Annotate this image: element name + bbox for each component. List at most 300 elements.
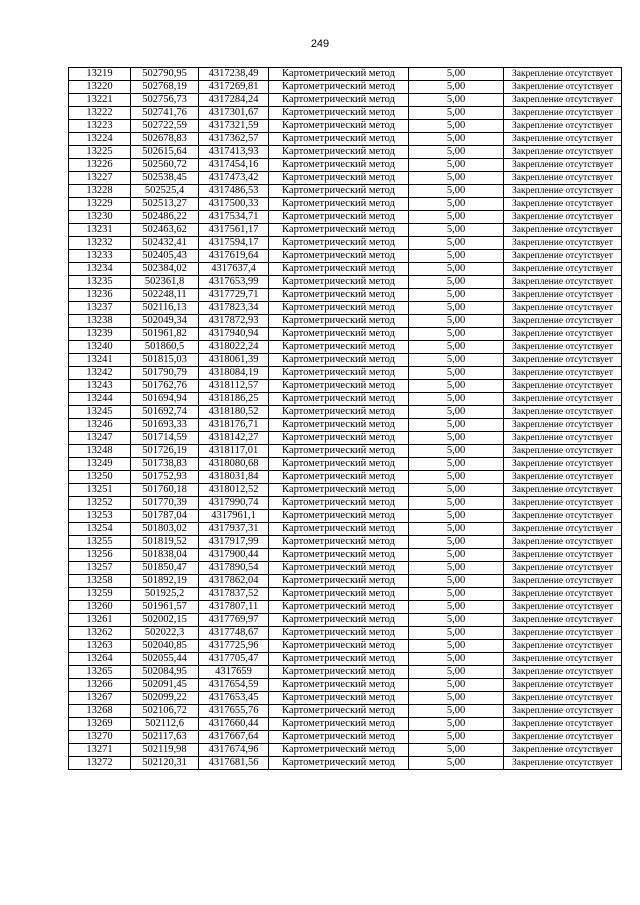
table-row	[69, 731, 622, 744]
table-row	[69, 198, 622, 211]
method-cell: Картометрический метод	[269, 198, 409, 211]
point-number-cell: 13222	[69, 107, 131, 120]
x-coordinate-cell: 501752,93	[131, 471, 199, 484]
point-number-cell: 13242	[69, 367, 131, 380]
fixing-status-cell: Закрепление отсутствует	[504, 536, 622, 549]
x-coordinate-cell: 502560,72	[131, 159, 199, 172]
table-row	[69, 120, 622, 133]
method-cell: Картометрический метод	[269, 744, 409, 757]
method-cell: Картометрический метод	[269, 445, 409, 458]
method-cell: Картометрический метод	[269, 549, 409, 562]
method-cell: Картометрический метод	[269, 692, 409, 705]
accuracy-cell: 5,00	[409, 263, 504, 276]
accuracy-cell: 5,00	[409, 510, 504, 523]
point-number-cell: 13271	[69, 744, 131, 757]
fixing-status-cell: Закрепление отсутствует	[504, 627, 622, 640]
point-number-cell: 13235	[69, 276, 131, 289]
y-coordinate-cell: 4317872,93	[199, 315, 269, 328]
point-number-cell: 13223	[69, 120, 131, 133]
x-coordinate-cell: 501760,18	[131, 484, 199, 497]
point-number-cell: 13260	[69, 601, 131, 614]
y-coordinate-cell: 4317238,49	[199, 68, 269, 81]
fixing-status-cell: Закрепление отсутствует	[504, 185, 622, 198]
accuracy-cell: 5,00	[409, 419, 504, 432]
x-coordinate-cell: 502040,85	[131, 640, 199, 653]
y-coordinate-cell: 4318061,39	[199, 354, 269, 367]
point-number-cell: 13259	[69, 588, 131, 601]
fixing-status-cell: Закрепление отсутствует	[504, 341, 622, 354]
x-coordinate-cell: 501693,33	[131, 419, 199, 432]
point-number-cell: 13227	[69, 172, 131, 185]
table-row	[69, 380, 622, 393]
x-coordinate-cell: 502022,3	[131, 627, 199, 640]
method-cell: Картометрический метод	[269, 718, 409, 731]
point-number-cell: 13247	[69, 432, 131, 445]
accuracy-cell: 5,00	[409, 601, 504, 614]
fixing-status-cell: Закрепление отсутствует	[504, 679, 622, 692]
fixing-status-cell: Закрепление отсутствует	[504, 718, 622, 731]
y-coordinate-cell: 4318022,24	[199, 341, 269, 354]
accuracy-cell: 5,00	[409, 445, 504, 458]
accuracy-cell: 5,00	[409, 302, 504, 315]
x-coordinate-cell: 502790,95	[131, 68, 199, 81]
method-cell: Картометрический метод	[269, 536, 409, 549]
fixing-status-cell: Закрепление отсутствует	[504, 601, 622, 614]
point-number-cell: 13249	[69, 458, 131, 471]
method-cell: Картометрический метод	[269, 185, 409, 198]
point-number-cell: 13254	[69, 523, 131, 536]
accuracy-cell: 5,00	[409, 471, 504, 484]
table-row	[69, 640, 622, 653]
point-number-cell: 13265	[69, 666, 131, 679]
fixing-status-cell: Закрепление отсутствует	[504, 237, 622, 250]
method-cell: Картометрический метод	[269, 302, 409, 315]
fixing-status-cell: Закрепление отсутствует	[504, 692, 622, 705]
accuracy-cell: 5,00	[409, 627, 504, 640]
method-cell: Картометрический метод	[269, 406, 409, 419]
accuracy-cell: 5,00	[409, 237, 504, 250]
x-coordinate-cell: 502538,45	[131, 172, 199, 185]
accuracy-cell: 5,00	[409, 484, 504, 497]
point-number-cell: 13250	[69, 471, 131, 484]
x-coordinate-cell: 501838,04	[131, 549, 199, 562]
x-coordinate-cell: 502112,6	[131, 718, 199, 731]
fixing-status-cell: Закрепление отсутствует	[504, 393, 622, 406]
y-coordinate-cell: 4317674,96	[199, 744, 269, 757]
fixing-status-cell: Закрепление отсутствует	[504, 289, 622, 302]
x-coordinate-cell: 501961,57	[131, 601, 199, 614]
method-cell: Картометрический метод	[269, 497, 409, 510]
accuracy-cell: 5,00	[409, 666, 504, 679]
method-cell: Картометрический метод	[269, 393, 409, 406]
accuracy-cell: 5,00	[409, 133, 504, 146]
fixing-status-cell: Закрепление отсутствует	[504, 523, 622, 536]
accuracy-cell: 5,00	[409, 562, 504, 575]
fixing-status-cell: Закрепление отсутствует	[504, 224, 622, 237]
fixing-status-cell: Закрепление отсутствует	[504, 575, 622, 588]
method-cell: Картометрический метод	[269, 627, 409, 640]
accuracy-cell: 5,00	[409, 744, 504, 757]
point-number-cell: 13255	[69, 536, 131, 549]
point-number-cell: 13268	[69, 705, 131, 718]
fixing-status-cell: Закрепление отсутствует	[504, 432, 622, 445]
fixing-status-cell: Закрепление отсутствует	[504, 250, 622, 263]
y-coordinate-cell: 4317917,99	[199, 536, 269, 549]
table-row	[69, 367, 622, 380]
fixing-status-cell: Закрепление отсутствует	[504, 276, 622, 289]
table-row	[69, 445, 622, 458]
table-body	[69, 68, 622, 770]
table-row	[69, 133, 622, 146]
method-cell: Картометрический метод	[269, 484, 409, 497]
table-row	[69, 94, 622, 107]
method-cell: Картометрический метод	[269, 367, 409, 380]
y-coordinate-cell: 4317653,45	[199, 692, 269, 705]
table-row	[69, 705, 622, 718]
fixing-status-cell: Закрепление отсутствует	[504, 549, 622, 562]
fixing-status-cell: Закрепление отсутствует	[504, 107, 622, 120]
point-number-cell: 13237	[69, 302, 131, 315]
table-row	[69, 692, 622, 705]
fixing-status-cell: Закрепление отсутствует	[504, 81, 622, 94]
fixing-status-cell: Закрепление отсутствует	[504, 133, 622, 146]
y-coordinate-cell: 4317594,17	[199, 237, 269, 250]
y-coordinate-cell: 4317500,33	[199, 198, 269, 211]
y-coordinate-cell: 4317473,42	[199, 172, 269, 185]
method-cell: Картометрический метод	[269, 276, 409, 289]
accuracy-cell: 5,00	[409, 211, 504, 224]
method-cell: Картометрический метод	[269, 289, 409, 302]
method-cell: Картометрический метод	[269, 68, 409, 81]
accuracy-cell: 5,00	[409, 536, 504, 549]
y-coordinate-cell: 4317619,64	[199, 250, 269, 263]
point-number-cell: 13229	[69, 198, 131, 211]
accuracy-cell: 5,00	[409, 588, 504, 601]
accuracy-cell: 5,00	[409, 757, 504, 770]
point-number-cell: 13226	[69, 159, 131, 172]
accuracy-cell: 5,00	[409, 185, 504, 198]
point-number-cell: 13231	[69, 224, 131, 237]
x-coordinate-cell: 501714,59	[131, 432, 199, 445]
y-coordinate-cell: 4317823,34	[199, 302, 269, 315]
accuracy-cell: 5,00	[409, 250, 504, 263]
fixing-status-cell: Закрепление отсутствует	[504, 328, 622, 341]
method-cell: Картометрический метод	[269, 588, 409, 601]
x-coordinate-cell: 501790,79	[131, 367, 199, 380]
accuracy-cell: 5,00	[409, 380, 504, 393]
accuracy-cell: 5,00	[409, 575, 504, 588]
y-coordinate-cell: 4317940,94	[199, 328, 269, 341]
point-number-cell: 13258	[69, 575, 131, 588]
x-coordinate-cell: 502055,44	[131, 653, 199, 666]
fixing-status-cell: Закрепление отсутствует	[504, 367, 622, 380]
point-number-cell: 13240	[69, 341, 131, 354]
y-coordinate-cell: 4317486,53	[199, 185, 269, 198]
x-coordinate-cell: 501762,76	[131, 380, 199, 393]
method-cell: Картометрический метод	[269, 341, 409, 354]
accuracy-cell: 5,00	[409, 523, 504, 536]
x-coordinate-cell: 502405,43	[131, 250, 199, 263]
table-row	[69, 523, 622, 536]
y-coordinate-cell: 4318112,57	[199, 380, 269, 393]
table-row	[69, 614, 622, 627]
table-row	[69, 263, 622, 276]
accuracy-cell: 5,00	[409, 653, 504, 666]
x-coordinate-cell: 501815,03	[131, 354, 199, 367]
y-coordinate-cell: 4317284,24	[199, 94, 269, 107]
method-cell: Картометрический метод	[269, 211, 409, 224]
point-number-cell: 13248	[69, 445, 131, 458]
page-number: 249	[310, 38, 330, 50]
table-row	[69, 562, 622, 575]
table-row	[69, 744, 622, 757]
method-cell: Картометрический метод	[269, 237, 409, 250]
accuracy-cell: 5,00	[409, 328, 504, 341]
fixing-status-cell: Закрепление отсутствует	[504, 68, 622, 81]
fixing-status-cell: Закрепление отсутствует	[504, 354, 622, 367]
y-coordinate-cell: 4318142,27	[199, 432, 269, 445]
point-number-cell: 13232	[69, 237, 131, 250]
y-coordinate-cell: 4317890,54	[199, 562, 269, 575]
point-number-cell: 13256	[69, 549, 131, 562]
fixing-status-cell: Закрепление отсутствует	[504, 315, 622, 328]
y-coordinate-cell: 4317807,11	[199, 601, 269, 614]
accuracy-cell: 5,00	[409, 107, 504, 120]
table-row	[69, 315, 622, 328]
method-cell: Картометрический метод	[269, 471, 409, 484]
y-coordinate-cell: 4318176,71	[199, 419, 269, 432]
x-coordinate-cell: 502525,4	[131, 185, 199, 198]
fixing-status-cell: Закрепление отсутствует	[504, 406, 622, 419]
method-cell: Картометрический метод	[269, 354, 409, 367]
y-coordinate-cell: 4318186,25	[199, 393, 269, 406]
x-coordinate-cell: 502513,27	[131, 198, 199, 211]
method-cell: Картометрический метод	[269, 458, 409, 471]
x-coordinate-cell: 501770,39	[131, 497, 199, 510]
y-coordinate-cell: 4317681,56	[199, 757, 269, 770]
x-coordinate-cell: 502084,95	[131, 666, 199, 679]
method-cell: Картометрический метод	[269, 601, 409, 614]
y-coordinate-cell: 4317321,59	[199, 120, 269, 133]
x-coordinate-cell: 502049,34	[131, 315, 199, 328]
x-coordinate-cell: 502384,02	[131, 263, 199, 276]
method-cell: Картометрический метод	[269, 523, 409, 536]
point-number-cell: 13230	[69, 211, 131, 224]
x-coordinate-cell: 502002,15	[131, 614, 199, 627]
table-row	[69, 627, 622, 640]
point-number-cell: 13257	[69, 562, 131, 575]
method-cell: Картометрический метод	[269, 94, 409, 107]
fixing-status-cell: Закрепление отсутствует	[504, 484, 622, 497]
fixing-status-cell: Закрепление отсутствует	[504, 640, 622, 653]
fixing-status-cell: Закрепление отсутствует	[504, 198, 622, 211]
point-number-cell: 13239	[69, 328, 131, 341]
table-row	[69, 276, 622, 289]
x-coordinate-cell: 502432,41	[131, 237, 199, 250]
x-coordinate-cell: 501787,04	[131, 510, 199, 523]
fixing-status-cell: Закрепление отсутствует	[504, 159, 622, 172]
method-cell: Картометрический метод	[269, 328, 409, 341]
method-cell: Картометрический метод	[269, 575, 409, 588]
y-coordinate-cell: 4318180,52	[199, 406, 269, 419]
fixing-status-cell: Закрепление отсутствует	[504, 146, 622, 159]
x-coordinate-cell: 501803,02	[131, 523, 199, 536]
x-coordinate-cell: 502615,64	[131, 146, 199, 159]
method-cell: Картометрический метод	[269, 510, 409, 523]
method-cell: Картометрический метод	[269, 705, 409, 718]
table-row	[69, 510, 622, 523]
table-row	[69, 458, 622, 471]
fixing-status-cell: Закрепление отсутствует	[504, 94, 622, 107]
table-row	[69, 81, 622, 94]
y-coordinate-cell: 4317655,76	[199, 705, 269, 718]
method-cell: Картометрический метод	[269, 614, 409, 627]
method-cell: Картометрический метод	[269, 250, 409, 263]
x-coordinate-cell: 502106,72	[131, 705, 199, 718]
x-coordinate-cell: 502722,59	[131, 120, 199, 133]
method-cell: Картометрический метод	[269, 666, 409, 679]
y-coordinate-cell: 4317454,16	[199, 159, 269, 172]
y-coordinate-cell: 4317900,44	[199, 549, 269, 562]
table-row	[69, 289, 622, 302]
accuracy-cell: 5,00	[409, 432, 504, 445]
y-coordinate-cell: 4317725,96	[199, 640, 269, 653]
point-number-cell: 13264	[69, 653, 131, 666]
table-row	[69, 68, 622, 81]
fixing-status-cell: Закрепление отсутствует	[504, 302, 622, 315]
y-coordinate-cell: 4317362,57	[199, 133, 269, 146]
accuracy-cell: 5,00	[409, 614, 504, 627]
table-row	[69, 185, 622, 198]
fixing-status-cell: Закрепление отсутствует	[504, 562, 622, 575]
x-coordinate-cell: 502120,31	[131, 757, 199, 770]
y-coordinate-cell: 4318012,52	[199, 484, 269, 497]
y-coordinate-cell: 4317667,64	[199, 731, 269, 744]
x-coordinate-cell: 501726,19	[131, 445, 199, 458]
accuracy-cell: 5,00	[409, 705, 504, 718]
accuracy-cell: 5,00	[409, 198, 504, 211]
table-row	[69, 497, 622, 510]
fixing-status-cell: Закрепление отсутствует	[504, 263, 622, 276]
accuracy-cell: 5,00	[409, 159, 504, 172]
method-cell: Картометрический метод	[269, 731, 409, 744]
x-coordinate-cell: 501961,82	[131, 328, 199, 341]
point-number-cell: 13262	[69, 627, 131, 640]
accuracy-cell: 5,00	[409, 224, 504, 237]
y-coordinate-cell: 4318031,84	[199, 471, 269, 484]
table-row	[69, 757, 622, 770]
point-number-cell: 13266	[69, 679, 131, 692]
y-coordinate-cell: 4317837,52	[199, 588, 269, 601]
y-coordinate-cell: 4317937,31	[199, 523, 269, 536]
table-row	[69, 354, 622, 367]
x-coordinate-cell: 501850,47	[131, 562, 199, 575]
x-coordinate-cell: 502119,98	[131, 744, 199, 757]
method-cell: Картометрический метод	[269, 640, 409, 653]
table-row	[69, 653, 622, 666]
method-cell: Картометрический метод	[269, 757, 409, 770]
table-row	[69, 471, 622, 484]
y-coordinate-cell: 4317637,4	[199, 263, 269, 276]
accuracy-cell: 5,00	[409, 692, 504, 705]
method-cell: Картометрический метод	[269, 380, 409, 393]
method-cell: Картометрический метод	[269, 172, 409, 185]
y-coordinate-cell: 4317705,47	[199, 653, 269, 666]
x-coordinate-cell: 501860,5	[131, 341, 199, 354]
point-number-cell: 13267	[69, 692, 131, 705]
accuracy-cell: 5,00	[409, 341, 504, 354]
method-cell: Картометрический метод	[269, 81, 409, 94]
method-cell: Картометрический метод	[269, 419, 409, 432]
x-coordinate-cell: 502756,73	[131, 94, 199, 107]
y-coordinate-cell: 4318117,01	[199, 445, 269, 458]
point-number-cell: 13245	[69, 406, 131, 419]
point-number-cell: 13236	[69, 289, 131, 302]
point-number-cell: 13246	[69, 419, 131, 432]
fixing-status-cell: Закрепление отсутствует	[504, 471, 622, 484]
table-row	[69, 575, 622, 588]
accuracy-cell: 5,00	[409, 94, 504, 107]
accuracy-cell: 5,00	[409, 679, 504, 692]
point-number-cell: 13234	[69, 263, 131, 276]
x-coordinate-cell: 502117,63	[131, 731, 199, 744]
table-row	[69, 406, 622, 419]
table-row	[69, 237, 622, 250]
fixing-status-cell: Закрепление отсутствует	[504, 666, 622, 679]
fixing-status-cell: Закрепление отсутствует	[504, 419, 622, 432]
table-row	[69, 211, 622, 224]
method-cell: Картометрический метод	[269, 159, 409, 172]
x-coordinate-cell: 502463,62	[131, 224, 199, 237]
fixing-status-cell: Закрепление отсутствует	[504, 172, 622, 185]
accuracy-cell: 5,00	[409, 146, 504, 159]
table-row	[69, 146, 622, 159]
table-row	[69, 432, 622, 445]
accuracy-cell: 5,00	[409, 731, 504, 744]
table-row	[69, 679, 622, 692]
y-coordinate-cell: 4317660,44	[199, 718, 269, 731]
y-coordinate-cell: 4317961,1	[199, 510, 269, 523]
coordinates-table	[68, 67, 622, 770]
method-cell: Картометрический метод	[269, 679, 409, 692]
accuracy-cell: 5,00	[409, 393, 504, 406]
fixing-status-cell: Закрепление отсутствует	[504, 120, 622, 133]
point-number-cell: 13244	[69, 393, 131, 406]
accuracy-cell: 5,00	[409, 120, 504, 133]
accuracy-cell: 5,00	[409, 276, 504, 289]
x-coordinate-cell: 501738,83	[131, 458, 199, 471]
accuracy-cell: 5,00	[409, 367, 504, 380]
accuracy-cell: 5,00	[409, 315, 504, 328]
x-coordinate-cell: 502099,22	[131, 692, 199, 705]
y-coordinate-cell: 4317561,17	[199, 224, 269, 237]
method-cell: Картометрический метод	[269, 315, 409, 328]
x-coordinate-cell: 502091,45	[131, 679, 199, 692]
point-number-cell: 13233	[69, 250, 131, 263]
point-number-cell: 13228	[69, 185, 131, 198]
point-number-cell: 13220	[69, 81, 131, 94]
y-coordinate-cell: 4318080,68	[199, 458, 269, 471]
y-coordinate-cell: 4317862,04	[199, 575, 269, 588]
table-row	[69, 172, 622, 185]
y-coordinate-cell: 4317990,74	[199, 497, 269, 510]
accuracy-cell: 5,00	[409, 718, 504, 731]
point-number-cell: 13224	[69, 133, 131, 146]
table-row	[69, 393, 622, 406]
table-row	[69, 419, 622, 432]
table-row	[69, 601, 622, 614]
x-coordinate-cell: 502361,8	[131, 276, 199, 289]
